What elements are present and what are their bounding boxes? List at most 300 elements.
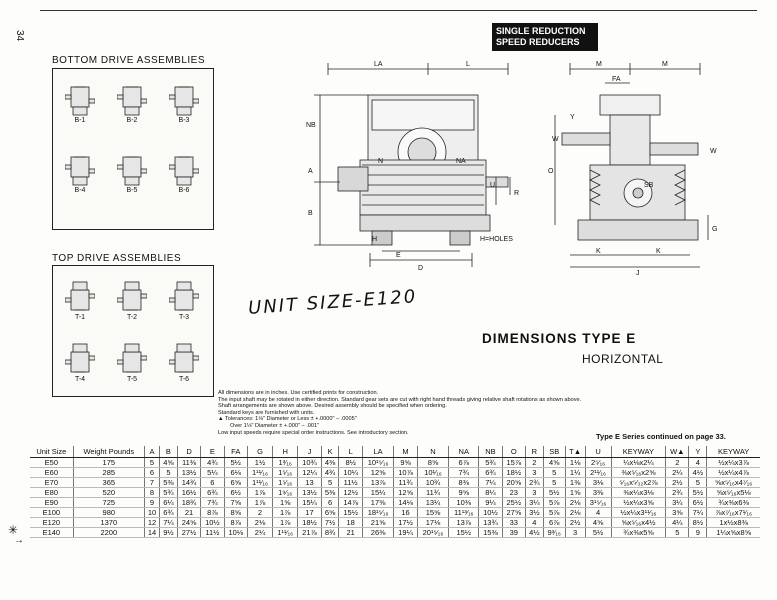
column-header: LA bbox=[362, 446, 394, 458]
bottom-assembly-b-3 bbox=[167, 83, 201, 124]
table-cell: 5¾ bbox=[479, 458, 502, 468]
assembly-label: B-5 bbox=[126, 187, 138, 194]
table-cell: 7¼ bbox=[689, 508, 707, 518]
table-cell: 5⅞ bbox=[543, 498, 565, 508]
gear-reducer-icon bbox=[117, 342, 147, 376]
column-header: Weight Pounds bbox=[73, 446, 144, 458]
gear-reducer-icon bbox=[169, 280, 199, 314]
table-cell: 15⅝ bbox=[417, 508, 449, 518]
column-header: M bbox=[394, 446, 417, 458]
top-assembly-t-5 bbox=[115, 342, 149, 383]
table-cell: 2¹¹⁄₁₆ bbox=[585, 468, 611, 478]
table-cell: 9⅝ bbox=[449, 488, 479, 498]
top-assembly-t-2 bbox=[115, 280, 149, 321]
table-cell: 1¼x⅝x8⅝ bbox=[707, 528, 760, 538]
dim-holes: H=HOLES bbox=[480, 236, 513, 243]
table-cell: 1⅞ bbox=[247, 488, 272, 498]
table-cell: 1⅞ bbox=[247, 498, 272, 508]
table-cell: 11½ bbox=[339, 478, 362, 488]
table-cell: 4 bbox=[585, 508, 611, 518]
assembly-label: T-2 bbox=[126, 314, 138, 321]
table-cell: E50 bbox=[30, 458, 73, 468]
dim-g: G bbox=[712, 226, 718, 233]
table-cell: 4½ bbox=[525, 528, 543, 538]
table-cell: 2200 bbox=[73, 528, 144, 538]
table-cell: 6 bbox=[144, 468, 159, 478]
dim-d: D bbox=[418, 265, 424, 272]
table-cell: 4 bbox=[689, 458, 707, 468]
gear-reducer-icon bbox=[65, 280, 95, 314]
table-cell: 8¼ bbox=[479, 488, 502, 498]
table-cell: 1⅝ bbox=[273, 498, 298, 508]
table-cell: 26⅜ bbox=[362, 528, 394, 538]
top-drive-title: TOP DRIVE ASSEMBLIES bbox=[52, 253, 182, 264]
dim-na: NA bbox=[456, 158, 466, 165]
table-cell: 2⅛ bbox=[565, 508, 585, 518]
table-cell: 8⅝ bbox=[224, 508, 247, 518]
table-cell: 365 bbox=[73, 478, 144, 488]
column-header: R bbox=[525, 446, 543, 458]
table-cell: 4⅝ bbox=[160, 458, 178, 468]
table-cell: E70 bbox=[30, 478, 73, 488]
bottom-drive-box bbox=[52, 68, 214, 230]
column-header: D bbox=[177, 446, 200, 458]
table-cell: ¾x⅜x5⅝ bbox=[611, 528, 666, 538]
column-header: FA bbox=[224, 446, 247, 458]
table-cell: 14 bbox=[144, 528, 159, 538]
table-cell: 5¼ bbox=[201, 468, 224, 478]
table-cell: 1³⁄₁₆ bbox=[273, 458, 298, 468]
table-cell: 5 bbox=[543, 478, 565, 488]
table-cell: 1⅞ bbox=[273, 518, 298, 528]
dim-sb: SB bbox=[644, 182, 654, 189]
column-header: L bbox=[339, 446, 362, 458]
column-header: KEYWAY bbox=[707, 446, 760, 458]
table-cell: 2⅛ bbox=[247, 518, 272, 528]
table-cell: 17 bbox=[298, 508, 321, 518]
table-cell: 1⁹⁄₁₆ bbox=[273, 488, 298, 498]
bottom-assembly-b-2 bbox=[115, 83, 149, 124]
table-cell: 20⅝ bbox=[502, 478, 525, 488]
table-cell: ¼x⅛x2¼ bbox=[611, 458, 666, 468]
dim-a: A bbox=[308, 168, 313, 175]
dim-u: U bbox=[490, 182, 496, 189]
table-cell: E100 bbox=[30, 508, 73, 518]
gear-reducer-icon bbox=[117, 153, 147, 187]
page-number: 34 bbox=[14, 29, 26, 42]
table-cell: 23 bbox=[502, 488, 525, 498]
assembly-label: T-6 bbox=[178, 376, 190, 383]
table-cell: 1¹¹⁄₁₆ bbox=[247, 478, 272, 488]
table-cell: 3 bbox=[565, 528, 585, 538]
continued-note: Type E Series continued on page 33. bbox=[596, 432, 726, 441]
column-header: H bbox=[273, 446, 298, 458]
note-line: All dimensions are in inches. Use certified prints for construction. bbox=[218, 390, 379, 396]
table-cell: 6¾ bbox=[160, 508, 178, 518]
table-cell: 7⅝ bbox=[224, 498, 247, 508]
dimension-drawing bbox=[300, 55, 770, 285]
table-cell: 5 bbox=[160, 468, 178, 478]
table-cell: 39 bbox=[502, 528, 525, 538]
table-cell: 1⅝ bbox=[565, 488, 585, 498]
column-header: O bbox=[502, 446, 525, 458]
table-cell: 14⅛ bbox=[394, 498, 417, 508]
table-cell: 19¼ bbox=[394, 528, 417, 538]
table-cell: 11¾ bbox=[417, 488, 449, 498]
table-cell: ⅝x⁵⁄₁₆x4⁷⁄₁₆ bbox=[707, 478, 760, 488]
dim-m-left: M bbox=[596, 61, 602, 68]
table-cell: 15½ bbox=[449, 528, 479, 538]
table-cell: 1⁵⁄₁₆ bbox=[273, 478, 298, 488]
table-cell: 14⅞ bbox=[339, 498, 362, 508]
dim-b: B bbox=[308, 210, 313, 217]
table-cell: ⅞x⁷⁄₁₆x7¹⁄₁₆ bbox=[707, 508, 760, 518]
table-cell: 5 bbox=[543, 468, 565, 478]
table-cell: 10¾ bbox=[417, 478, 449, 488]
table-cell: 5 bbox=[144, 458, 159, 468]
note-line: Low input speeds require special order instructions. See introductory section. bbox=[218, 429, 409, 436]
table-row bbox=[30, 458, 760, 468]
table-cell: 8⅝ bbox=[417, 458, 449, 468]
table-cell: 25½ bbox=[502, 498, 525, 508]
table-cell: 7¾ bbox=[449, 468, 479, 478]
dim-e: E bbox=[396, 252, 401, 259]
table-cell: 5½ bbox=[689, 488, 707, 498]
table-cell: 12⅝ bbox=[394, 488, 417, 498]
table-cell: 10⅞ bbox=[394, 468, 417, 478]
dim-h: H bbox=[372, 236, 378, 243]
gear-reducer-icon bbox=[117, 280, 147, 314]
table-cell: 5½ bbox=[543, 488, 565, 498]
column-header: Y bbox=[689, 446, 707, 458]
notes-block bbox=[218, 390, 688, 436]
table-cell: 7½ bbox=[321, 518, 339, 528]
table-cell: 17½ bbox=[394, 518, 417, 528]
table-cell: 1x½x8⅜ bbox=[707, 518, 760, 528]
orientation-heading: HORIZONTAL bbox=[582, 352, 664, 366]
table-cell: 20¹⁵⁄₁₆ bbox=[417, 528, 449, 538]
assembly-label: B-4 bbox=[74, 187, 86, 194]
table-cell: 4 bbox=[525, 518, 543, 528]
table-row bbox=[30, 498, 760, 508]
dim-w-right: W bbox=[710, 148, 717, 155]
table-cell: 2¼ bbox=[666, 468, 689, 478]
table-cell: 13¼ bbox=[417, 498, 449, 508]
table-cell: 6⅞ bbox=[449, 458, 479, 468]
table-cell: 6⅝ bbox=[224, 478, 247, 488]
table-cell: 1⅛ bbox=[565, 458, 585, 468]
table-cell: 15⅞ bbox=[502, 458, 525, 468]
table-cell: 2⅛ bbox=[565, 498, 585, 508]
table-cell: 16½ bbox=[177, 488, 200, 498]
table-cell: 14¾ bbox=[177, 478, 200, 488]
table-row bbox=[30, 468, 760, 478]
column-header: W▲ bbox=[666, 446, 689, 458]
table-cell: 13⅞ bbox=[362, 478, 394, 488]
table-cell: 12⅝ bbox=[362, 468, 394, 478]
dim-nb: NB bbox=[306, 122, 316, 129]
assembly-label: T-3 bbox=[178, 314, 190, 321]
bottom-assembly-b-6 bbox=[167, 153, 201, 194]
dim-la: LA bbox=[374, 61, 383, 68]
table-cell: 6 bbox=[201, 478, 224, 488]
table-cell: 4⅝ bbox=[543, 458, 565, 468]
table-cell: 17⅛ bbox=[417, 518, 449, 528]
table-cell: 1½ bbox=[247, 458, 272, 468]
table-cell: 21 bbox=[177, 508, 200, 518]
column-header: B bbox=[160, 446, 178, 458]
table-cell: 3½ bbox=[525, 508, 543, 518]
table-cell: 2½ bbox=[565, 518, 585, 528]
dim-w-left: W bbox=[552, 136, 559, 143]
dim-r: R bbox=[514, 190, 520, 197]
table-cell: ½x¼x4⅞ bbox=[707, 468, 760, 478]
table-cell: 11¾ bbox=[394, 478, 417, 488]
table-cell: E140 bbox=[30, 528, 73, 538]
dim-fa: FA bbox=[612, 76, 621, 83]
gear-reducer-icon bbox=[117, 83, 147, 117]
table-cell: 1⁵⁄₁₆ bbox=[273, 468, 298, 478]
gear-reducer-icon bbox=[169, 153, 199, 187]
gear-reducer-icon bbox=[169, 83, 199, 117]
table-cell: 3⅝ bbox=[666, 508, 689, 518]
note-line: The input shaft may be rotated in either direction. Standard gear sets are cut with right hand threads giving relative shaft rotations as shown above. bbox=[218, 396, 582, 403]
badge-line-1: SINGLE REDUCTION bbox=[496, 26, 586, 36]
table-cell: 15⅜ bbox=[479, 528, 502, 538]
table-cell: 6½ bbox=[689, 498, 707, 508]
table-cell: E90 bbox=[30, 498, 73, 508]
table-cell: 10¼ bbox=[339, 468, 362, 478]
table-cell: 520 bbox=[73, 488, 144, 498]
dimensions-table bbox=[30, 446, 760, 538]
table-cell: 980 bbox=[73, 508, 144, 518]
table-cell: 10½ bbox=[201, 518, 224, 528]
table-cell: 15¼ bbox=[298, 498, 321, 508]
column-header: NB bbox=[479, 446, 502, 458]
table-cell: 10⅜ bbox=[449, 498, 479, 508]
table-cell: 10¹⁵⁄₁₆ bbox=[362, 458, 394, 468]
table-cell: 13⅞ bbox=[449, 518, 479, 528]
table-cell: 3¼ bbox=[525, 498, 543, 508]
table-cell: 33 bbox=[502, 518, 525, 528]
table-cell: E120 bbox=[30, 518, 73, 528]
top-assembly-t-1 bbox=[63, 280, 97, 321]
table-cell: ⁵⁄₁₆x⁵⁄₃₂x2⅞ bbox=[611, 478, 666, 488]
table-cell: 8½ bbox=[339, 458, 362, 468]
table-cell: 8½ bbox=[689, 518, 707, 528]
top-assembly-t-4 bbox=[63, 342, 97, 383]
dim-k-right: K bbox=[656, 248, 661, 255]
table-cell: 3¼ bbox=[666, 498, 689, 508]
table-cell: 2 bbox=[666, 458, 689, 468]
column-header: Unit Size bbox=[30, 446, 73, 458]
column-header: T▲ bbox=[565, 446, 585, 458]
table-cell: 27⅝ bbox=[502, 508, 525, 518]
table-cell: 3¹⁵⁄₁₆ bbox=[585, 498, 611, 508]
table-cell: 2 bbox=[525, 458, 543, 468]
table-cell: 13½ bbox=[177, 468, 200, 478]
assembly-label: B-2 bbox=[126, 117, 138, 124]
table-cell: ⅝x⁵⁄₁₆x4½ bbox=[611, 518, 666, 528]
table-cell: 9½ bbox=[160, 528, 178, 538]
assembly-label: B-3 bbox=[178, 117, 190, 124]
table-cell: 12 bbox=[144, 518, 159, 528]
table-cell: ½x¼x3⅝ bbox=[611, 498, 666, 508]
assembly-label: B-1 bbox=[74, 117, 86, 124]
table-cell: 27½ bbox=[177, 528, 200, 538]
table-cell: 1¹¹⁄₁₆ bbox=[273, 528, 298, 538]
table-cell: E80 bbox=[30, 488, 73, 498]
table-cell: ⅜x⁵⁄₁₆x2⅝ bbox=[611, 468, 666, 478]
assembly-label: T-5 bbox=[126, 376, 138, 383]
gear-reducer-icon bbox=[65, 83, 95, 117]
table-cell: 21⅞ bbox=[298, 528, 321, 538]
table-cell: 10⅛ bbox=[224, 528, 247, 538]
table-cell: 18¹⁵⁄₁₆ bbox=[362, 508, 394, 518]
column-header: N bbox=[417, 446, 449, 458]
table-cell: 3 bbox=[525, 468, 543, 478]
note-line: Standard keys are furnished with units. bbox=[218, 409, 315, 416]
dim-o: O bbox=[548, 168, 554, 175]
top-rule bbox=[40, 10, 757, 11]
table-cell: 3⅜ bbox=[585, 488, 611, 498]
column-header: NA bbox=[449, 446, 479, 458]
table-cell: 5⅜ bbox=[321, 488, 339, 498]
table-cell: 6¾ bbox=[201, 488, 224, 498]
dim-m-right: M bbox=[662, 61, 668, 68]
table-cell: 18½ bbox=[298, 518, 321, 528]
column-header: G bbox=[247, 446, 272, 458]
table-cell: 6¾ bbox=[479, 468, 502, 478]
arrow-mark-icon: → bbox=[14, 535, 24, 546]
table-cell: 2⁵⁄₁₆ bbox=[585, 458, 611, 468]
bottom-assembly-b-4 bbox=[63, 153, 97, 194]
dim-n: N bbox=[378, 158, 384, 165]
column-header: J bbox=[298, 446, 321, 458]
table-cell: 1⅜ bbox=[565, 478, 585, 488]
dim-l: L bbox=[466, 61, 470, 68]
table-cell: E60 bbox=[30, 468, 73, 478]
table-cell: 11⅜ bbox=[177, 458, 200, 468]
table-cell: 2¾ bbox=[525, 478, 543, 488]
bottom-drive-title: BOTTOM DRIVE ASSEMBLIES bbox=[52, 55, 206, 66]
table-cell: 7 bbox=[144, 478, 159, 488]
table-cell: 7¼ bbox=[479, 478, 502, 488]
table-cell: 2¼ bbox=[247, 528, 272, 538]
handwritten-note: UNIT SIZE-E120 bbox=[247, 286, 418, 319]
table-cell: 16 bbox=[394, 508, 417, 518]
table-cell: 2 bbox=[247, 508, 272, 518]
table-cell: 17⅜ bbox=[362, 498, 394, 508]
gear-reducer-icon bbox=[169, 342, 199, 376]
column-header: SB bbox=[543, 446, 565, 458]
table-cell: 9¼ bbox=[479, 498, 502, 508]
table-cell: 9 bbox=[144, 498, 159, 508]
table-cell: 725 bbox=[73, 498, 144, 508]
table-cell: 24⅝ bbox=[177, 518, 200, 528]
table-cell: 10¾ bbox=[298, 458, 321, 468]
assembly-label: T-4 bbox=[74, 376, 86, 383]
assembly-label: B-6 bbox=[178, 187, 190, 194]
table-cell: 21 bbox=[339, 528, 362, 538]
table-cell: ¾x⅜x6⅜ bbox=[707, 498, 760, 508]
table-cell: 5⅜ bbox=[160, 478, 178, 488]
table-cell: 10¹⁄₁₆ bbox=[417, 468, 449, 478]
dimensions-heading: DIMENSIONS TYPE E bbox=[482, 331, 637, 346]
table-cell: 4¾ bbox=[201, 458, 224, 468]
table-cell: 9³⁄₁₆ bbox=[543, 528, 565, 538]
table-cell: 15½ bbox=[339, 508, 362, 518]
table-cell: 6⅛ bbox=[224, 468, 247, 478]
bottom-assembly-b-1 bbox=[63, 83, 97, 124]
table-cell: ⅝x⁵⁄₁₆x5⅛ bbox=[707, 488, 760, 498]
table-cell: 12¼ bbox=[298, 468, 321, 478]
table-cell: 8¾ bbox=[321, 528, 339, 538]
table-cell: 3 bbox=[525, 488, 543, 498]
table-cell: 2½ bbox=[666, 478, 689, 488]
column-header: A bbox=[144, 446, 159, 458]
table-row bbox=[30, 508, 760, 518]
table-cell: 9 bbox=[689, 528, 707, 538]
assembly-label: T-1 bbox=[74, 314, 86, 321]
table-cell: 1¼ bbox=[565, 468, 585, 478]
table-row bbox=[30, 478, 760, 488]
table-cell: 11¹³⁄₁₆ bbox=[449, 508, 479, 518]
table-cell: 18¾ bbox=[177, 498, 200, 508]
table-cell: 6⅝ bbox=[321, 508, 339, 518]
table-cell: 3⅛ bbox=[585, 478, 611, 488]
badge-line-2: SPEED REDUCERS bbox=[496, 37, 580, 47]
table-cell: 10½ bbox=[479, 508, 502, 518]
table-cell: 4¾ bbox=[321, 468, 339, 478]
table-cell: 4⅝ bbox=[585, 518, 611, 528]
column-header: U bbox=[585, 446, 611, 458]
table-cell: ½x¼x3⅞ bbox=[707, 458, 760, 468]
table-cell: 4½ bbox=[689, 468, 707, 478]
table-header-row bbox=[30, 446, 760, 458]
section-badge bbox=[492, 23, 598, 51]
table-cell: 5 bbox=[321, 478, 339, 488]
column-header: E bbox=[201, 446, 224, 458]
table-cell: 6½ bbox=[224, 488, 247, 498]
table-cell: 5½ bbox=[224, 458, 247, 468]
table-row bbox=[30, 488, 760, 498]
dim-y: Y bbox=[570, 114, 575, 121]
table-cell: 6 bbox=[321, 498, 339, 508]
table-cell: 18 bbox=[339, 518, 362, 528]
table-row bbox=[30, 528, 760, 538]
table-cell: 1⅞ bbox=[273, 508, 298, 518]
table-cell: 21⅝ bbox=[362, 518, 394, 528]
top-assembly-t-3 bbox=[167, 280, 201, 321]
table-cell: 5½ bbox=[585, 528, 611, 538]
table-cell: 6¼ bbox=[160, 498, 178, 508]
column-header: K bbox=[321, 446, 339, 458]
dim-k-left: K bbox=[596, 248, 601, 255]
note-line: Over 1⅛" Diameter ± +.000" – .001" bbox=[230, 422, 320, 429]
table-cell: 10 bbox=[144, 508, 159, 518]
table-cell: 5⅞ bbox=[543, 508, 565, 518]
table-cell: 11½ bbox=[201, 528, 224, 538]
table-cell: ⅜x¼x3⅛ bbox=[611, 488, 666, 498]
table-cell: 6⅞ bbox=[543, 518, 565, 528]
table-cell: 8⅞ bbox=[201, 508, 224, 518]
table-cell: ½x¼x3¹¹⁄₁₆ bbox=[611, 508, 666, 518]
table-cell: 8⅞ bbox=[224, 518, 247, 528]
table-row bbox=[30, 518, 760, 528]
bottom-assembly-b-5 bbox=[115, 153, 149, 194]
table-cell: 175 bbox=[73, 458, 144, 468]
